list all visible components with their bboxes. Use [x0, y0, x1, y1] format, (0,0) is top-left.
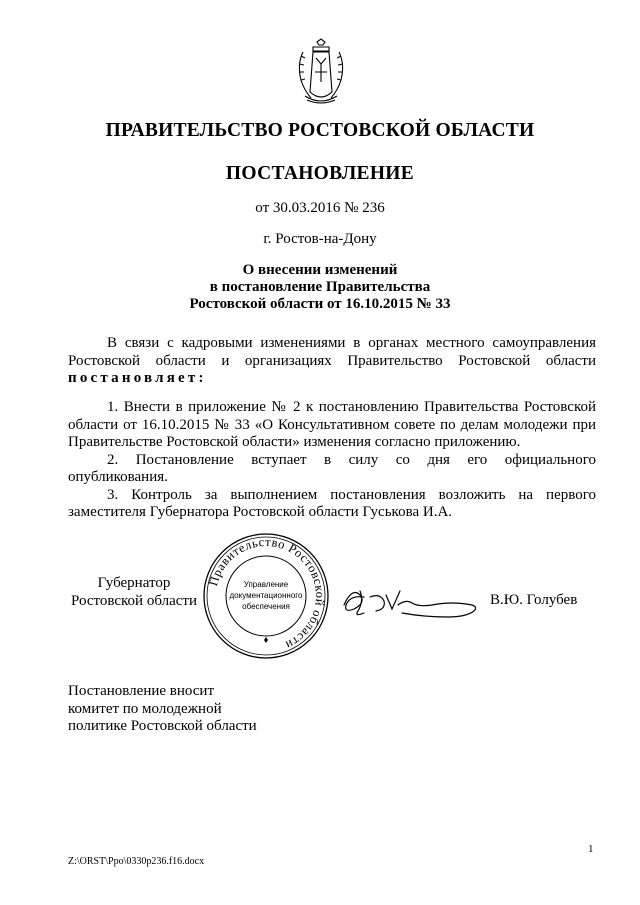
item-3-line: 3. Контроль за выполнением постановления возложить на первого: [107, 486, 596, 503]
signatory-name: В.Ю. Голубев: [490, 592, 578, 608]
item-2-line: опубликования.: [68, 469, 168, 485]
star-icon: [264, 637, 268, 643]
government-title: ПРАВИТЕЛЬСТВО РОСТОВСКОЙ ОБЛАСТИ: [105, 120, 535, 141]
stamp-inner-line: Управление: [243, 580, 289, 589]
signatory-position: [68, 575, 200, 610]
item-3-line: заместителя Губернатора Ростовской области Гуськова И.А.: [68, 504, 453, 520]
submitted-by-line: Постановление вносит: [68, 683, 215, 699]
subject-line: в постановление Правительства: [209, 279, 431, 295]
handwritten-signature: [340, 575, 480, 623]
submitted-by-note: [68, 683, 257, 736]
item-1-line: области от 16.10.2015 № 33 «О Консультативном совете по делам молодежи при: [68, 416, 596, 433]
decree-word: постановляет:: [68, 370, 207, 386]
document-city: г. Ростов-на-Дону: [263, 231, 377, 247]
item-2-line: 2. Постановление вступает в силу со дня его официального: [107, 451, 596, 468]
preamble-paragraph: [68, 335, 596, 388]
submitted-by-line: комитет по молодежной: [68, 700, 222, 717]
stamp-inner-line: документационного: [229, 591, 303, 600]
document-subject: [0, 262, 640, 313]
coat-of-arms-icon: [293, 38, 349, 106]
item-1-line: Правительстве Ростовской области» изменения согласно приложению.: [68, 434, 521, 450]
page-number: 1: [588, 843, 594, 855]
signatory-position-line: Губернатор: [97, 575, 171, 591]
decree-items: [68, 399, 596, 522]
official-stamp: [202, 532, 330, 660]
subject-line: О внесении изменений: [242, 262, 398, 278]
submitted-by-line: политике Ростовской области: [68, 718, 257, 734]
preamble-line: Ростовской области и организациях Правительство Ростовской области: [68, 352, 596, 369]
file-path: Z:\ORST\Ppo\0330p236.f16.docx: [68, 856, 205, 867]
subject-line: Ростовской области от 16.10.2015 № 33: [189, 296, 451, 312]
signatory-position-line: Ростовской области: [71, 592, 197, 609]
document-date-number: от 30.03.2016 № 236: [255, 200, 385, 216]
stamp-inner-line: обеспечения: [242, 602, 290, 611]
item-1-line: 1. Внести в приложение № 2 к постановлению Правительства Ростовской: [107, 399, 596, 415]
document-type-title: ПОСТАНОВЛЕНИЕ: [225, 163, 415, 184]
preamble-line: В связи с кадровыми изменениями в органах местного самоуправления: [107, 335, 596, 351]
stamp-ring-text: Правительство Ростовской области: [206, 534, 328, 653]
